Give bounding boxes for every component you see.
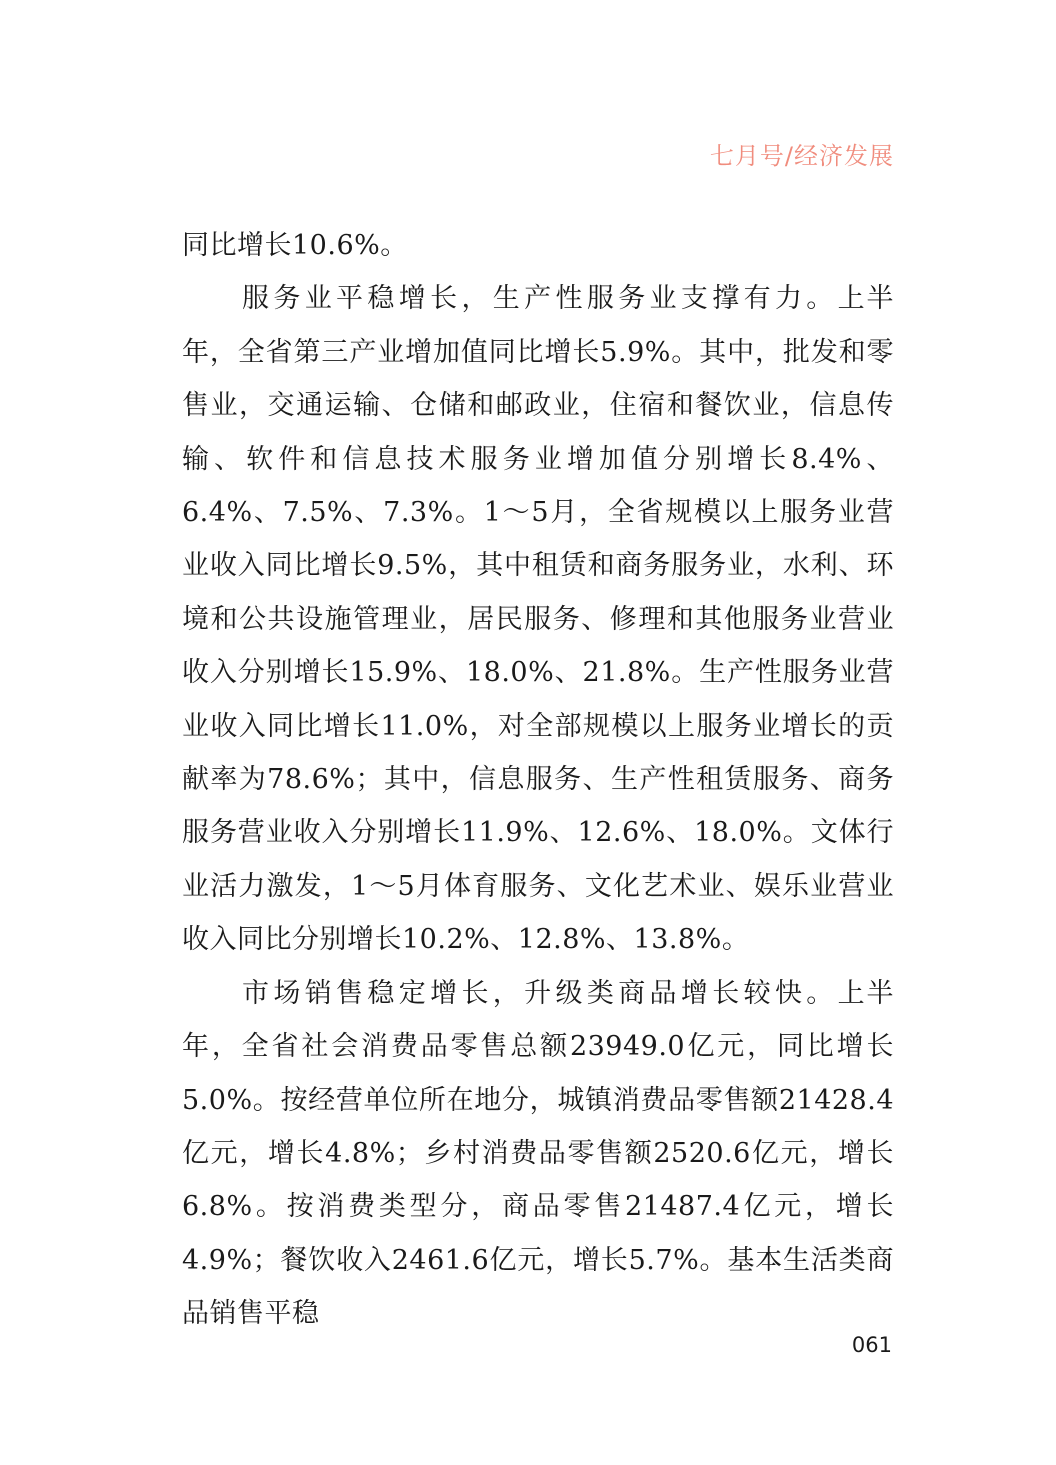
header-separator: / [784, 142, 794, 170]
page-number: 061 [851, 1333, 892, 1357]
paragraph-text: 上半年，全省社会消费品零售总额23949.0亿元，同比增长5.0%。按经营单位所在地分，城镇消费品零售额21428.4亿元，增长4.8%；乡村消费品零售额2520.6亿元，增长6.8%。按消费类型分，商品零售21487.4亿元，增长4.9%；餐饮收入2461.6亿元，增长5.7%。基本生活类商品销售平稳 [182, 977, 895, 1330]
paragraph-services [182, 272, 894, 966]
issue-label: 七月号 [709, 142, 785, 170]
running-header [710, 136, 894, 171]
paragraph-lead: 市场销售稳定增长，升级类商品增长较快。 [242, 977, 838, 1009]
paragraph-text: 上半年，全省第三产业增加值同比增长5.9%。其中，批发和零售业，交通运输、仓储和邮政业，住宿和餐饮业，信息传输、软件和信息技术服务业增加值分别增长8.4%、6.4%、7.5%、7.3%。1～5月，全省规模以上服务业营业收入同比增长9.5%，其中租赁和商务服务业，水利、环境和公共设施管理业，居民服务、修理和其他服务业营业收入分别增长15.9%、18.0%、21.8%。生产性服务业营业收入同比增长11.0%，对全部规模以上服务业增长的贡献率为78.6%；其中，信息服务、生产性租赁服务、商务服务营业收入分别增长11.9%、12.6%、18.0%。文体行业活力激发，1～5月体育服务、文化艺术业、娱乐业营业收入同比分别增长10.2%、12.8%、13.8%。 [182, 283, 895, 956]
paragraph-continuation [182, 219, 894, 272]
column-label: 经济发展 [794, 142, 894, 170]
paragraph-retail [182, 967, 894, 1341]
paragraph-text: 同比增长10.6%。 [182, 230, 408, 261]
article-body [182, 219, 894, 1341]
paragraph-lead: 服务业平稳增长，生产性服务业支撑有力。 [242, 283, 838, 315]
